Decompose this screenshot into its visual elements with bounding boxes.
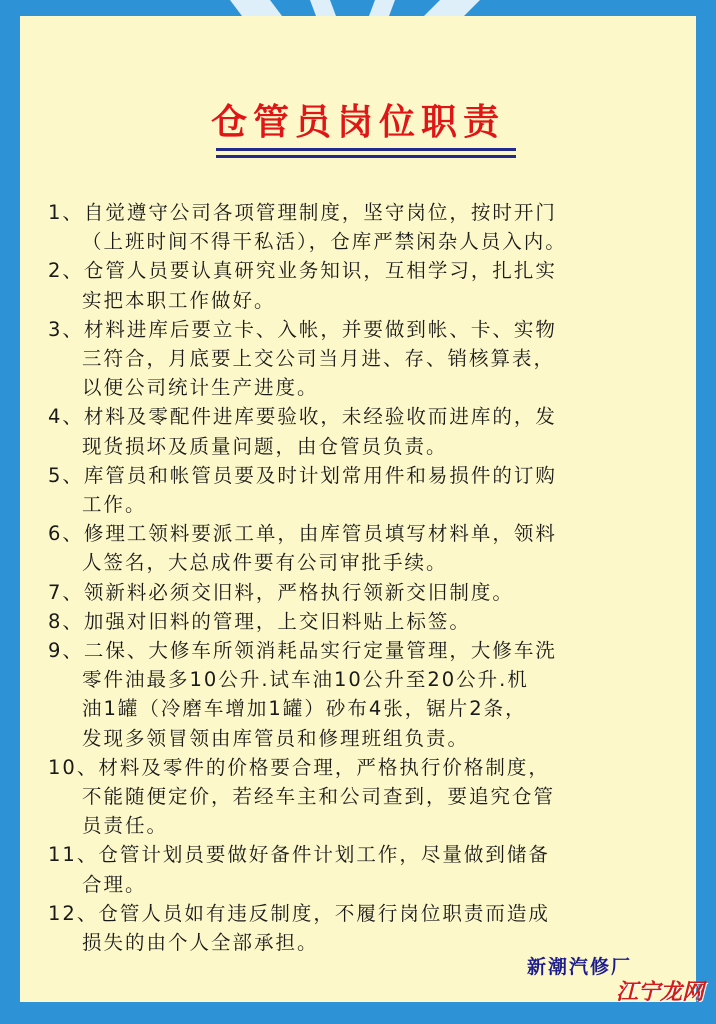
duty-line: 工作。: [82, 493, 147, 517]
title-underline: [216, 155, 516, 158]
duty-line: 6、修理工领料要派工单，由库管员填写材料单，领料: [48, 522, 557, 546]
duty-line: 油1罐（冷磨车增加1罐）砂布4张，锯片2条，: [82, 697, 527, 721]
duty-line: 10、材料及零件的价格要合理，严格执行价格制度，: [48, 755, 550, 779]
duty-line: 9、二保、大修车所领消耗品实行定量管理，大修车洗: [48, 639, 557, 663]
duty-item: [48, 519, 678, 577]
duty-line: 现货损坏及质量问题，由仓管员负责。: [82, 434, 448, 458]
duty-line: 12、仓管人员如有违反制度，不履行岗位职责而造成: [48, 901, 550, 925]
duty-line: 2、仓管人员要认真研究业务知识，互相学习，扎扎实: [48, 259, 557, 283]
duty-line: 8、加强对旧料的管理，上交旧料贴上标签。: [48, 609, 471, 633]
company-name: 新潮汽修厂: [526, 956, 632, 978]
duty-item: [48, 607, 678, 636]
duty-line: 人签名，大总成件要有公司审批手续。: [82, 551, 448, 575]
duty-item: [48, 840, 678, 898]
duty-line: 发现多领冒领由库管员和修理班组负责。: [82, 726, 470, 750]
duty-line: 损失的由个人全部承担。: [82, 931, 319, 955]
duty-line: 1、自觉遵守公司各项管理制度，坚守岗位，按时开门: [48, 201, 557, 224]
duty-line: 零件油最多10公升.试车油10公升至20公升.机: [82, 668, 529, 692]
duty-item: [48, 402, 678, 460]
watermark-logo: 江宁龙网: [615, 980, 704, 1005]
duty-line: 4、材料及零配件进库要验收，未经验收而进库的，发: [48, 405, 557, 429]
duty-line: （上班时间不得干私活），仓库严禁闲杂人员入内。: [82, 230, 567, 254]
duty-line: 合理。: [82, 872, 147, 896]
duty-item: [48, 198, 678, 256]
duty-item: [48, 753, 678, 841]
duty-list: [48, 198, 678, 957]
duty-line: 3、材料进库后要立卡、入帐，并要做到帐、卡、实物: [48, 317, 557, 341]
duty-item: [48, 578, 678, 607]
duty-line: 实把本职工作做好。: [82, 288, 276, 312]
duty-line: 7、领新料必须交旧料，严格执行领新交旧制度。: [48, 580, 514, 604]
duty-line: 11、仓管计划员要做好备件计划工作，尽量做到储备: [48, 843, 550, 867]
poster-title: 仓管员岗位职责: [210, 102, 505, 143]
duty-line: 以便公司统计生产进度。: [82, 376, 319, 400]
duty-line: 员责任。: [82, 814, 169, 838]
duty-line: 不能随便定价，若经车主和公司查到，要追究仓管: [82, 785, 556, 809]
duty-line: 三符合，月底要上交公司当月进、存、销核算表，: [82, 347, 556, 371]
duty-item: [48, 315, 678, 403]
duty-item: [48, 461, 678, 519]
duty-item: [48, 636, 678, 753]
title-underline: [216, 148, 516, 151]
duty-item: [48, 256, 678, 314]
duty-line: 5、库管员和帐管员要及时计划常用件和易损件的订购: [48, 463, 557, 487]
poster-panel: [20, 16, 696, 1002]
duty-item: [48, 899, 678, 957]
